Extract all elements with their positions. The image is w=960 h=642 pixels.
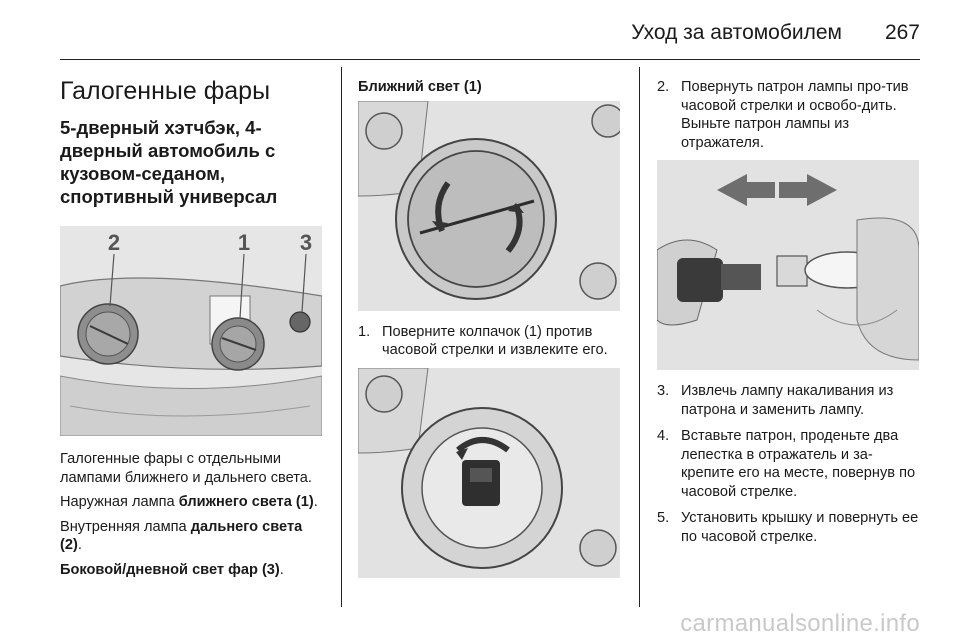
step-text: Установить крышку и повернуть ее по часовой стрелке. bbox=[681, 510, 919, 545]
inner-lamp-text bbox=[60, 518, 326, 555]
inner-lamp-bold: дальнего света (2) bbox=[60, 518, 303, 553]
figure-label-2: 2 bbox=[107, 230, 121, 255]
outer-lamp-bold: ближнего света (1) bbox=[178, 494, 314, 510]
step-4 bbox=[657, 427, 923, 501]
bulb-replace-figure bbox=[657, 160, 919, 370]
low-beam-heading: Ближний свет (1) bbox=[358, 79, 482, 95]
outer-lamp-text bbox=[60, 493, 326, 512]
step-2 bbox=[657, 78, 923, 152]
cap-removal-illustration bbox=[358, 101, 620, 311]
step-number: 2. bbox=[657, 79, 670, 95]
outer-lamp-period: . bbox=[313, 494, 318, 510]
watermark: carmanualsonline.info bbox=[680, 610, 920, 637]
outer-lamp-prefix: Наружная лампа bbox=[60, 494, 179, 510]
headlamp-overview-figure bbox=[60, 226, 322, 436]
right-steps-list-b bbox=[657, 382, 923, 546]
step-number: 1. bbox=[358, 323, 371, 340]
side-lamp-bold: Боковой/дневной свет фар (3) bbox=[60, 561, 280, 578]
figure-label-3: 3 bbox=[299, 230, 313, 255]
step-text: Извлечь лампу накаливания из патрона и заменить лампу. bbox=[681, 383, 894, 418]
side-lamp-period: . bbox=[279, 561, 284, 578]
side-lamp-text bbox=[60, 561, 326, 580]
section-subtitle: 5-дверный хэтчбэк, 4-дверный автомобиль с кузовом-седаном, спортивный универсал bbox=[60, 117, 278, 207]
right-steps-list-a bbox=[657, 78, 923, 152]
figure-caption: Галогенные фары с отдельными лампами ближнего и дальнего света. bbox=[60, 451, 312, 486]
cap-removal-figure bbox=[358, 101, 620, 311]
column-divider-1 bbox=[341, 67, 342, 607]
inner-lamp-period: . bbox=[77, 537, 82, 553]
inner-lamp-prefix: Внутренняя лампа bbox=[60, 518, 191, 535]
step-number: 4. bbox=[657, 428, 670, 444]
headlamp-overview-illustration bbox=[60, 226, 322, 436]
right-column bbox=[657, 78, 923, 554]
header-rule bbox=[60, 59, 920, 60]
bulb-holder-figure bbox=[358, 368, 620, 578]
bulb-holder-illustration bbox=[358, 368, 620, 578]
page-number: 267 bbox=[884, 21, 920, 44]
chapter-title: Уход за автомобилем bbox=[631, 21, 842, 44]
step-number: 3. bbox=[657, 383, 670, 399]
step-text: Повернуть патрон лампы про-тив часовой стрелки и освобо-дить. Выньте патрон лампы из отражателя. bbox=[681, 79, 909, 151]
column-divider-2 bbox=[639, 67, 640, 607]
bulb-replace-illustration bbox=[657, 160, 919, 370]
middle-column bbox=[358, 78, 622, 578]
figure-label-1: 1 bbox=[237, 230, 251, 255]
step-text: Вставьте патрон, проденьте два лепестка в отражатель и за-крепите его на месте, повернув по часовой стрелке. bbox=[681, 428, 916, 500]
page-header bbox=[0, 0, 960, 60]
step-1 bbox=[358, 323, 622, 360]
section-title: Галогенные фары bbox=[60, 77, 271, 105]
middle-steps-list bbox=[358, 323, 622, 360]
step-text: Поверните колпачок (1) против часовой стрелки и извлеките его. bbox=[382, 323, 608, 358]
step-5 bbox=[657, 509, 923, 546]
step-3 bbox=[657, 382, 923, 419]
step-number: 5. bbox=[657, 510, 670, 526]
left-column bbox=[60, 76, 326, 585]
